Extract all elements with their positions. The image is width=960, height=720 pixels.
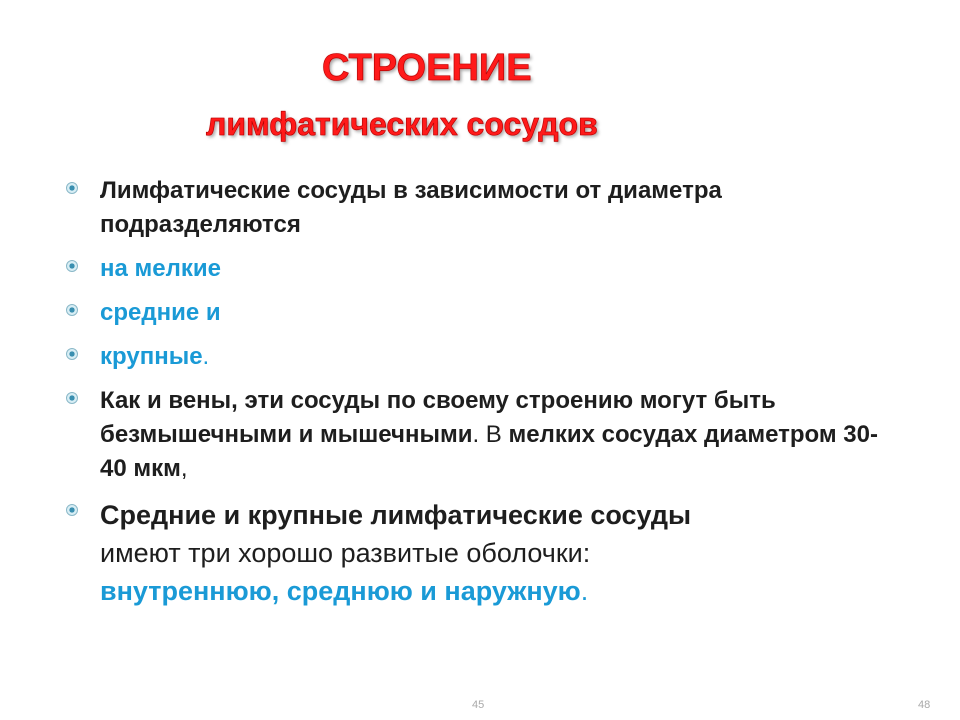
title-line-1: СТРОЕНИЕ bbox=[322, 47, 532, 89]
bullet-text-part: Средние и крупные лимфатические сосуды bbox=[100, 500, 692, 530]
page-number-right: 48 bbox=[918, 699, 931, 711]
bullet-item bbox=[64, 296, 884, 330]
bullet-text: на мелкие bbox=[100, 255, 221, 282]
bullet-circle-icon bbox=[66, 260, 78, 272]
bullet-list bbox=[64, 174, 884, 610]
bullet-text: Лимфатические сосуды в зависимости от диаметра подразделяются bbox=[100, 177, 722, 238]
bullet-circle-icon bbox=[66, 504, 78, 516]
bullet-text-part: . bbox=[580, 576, 589, 606]
bullet-text: крупные bbox=[100, 343, 203, 370]
bullet-suffix: . bbox=[202, 343, 210, 370]
bullet-text-part: внутреннюю, среднюю и наружную bbox=[100, 576, 581, 606]
bullet-circle-icon bbox=[66, 304, 78, 316]
bullet-item bbox=[64, 340, 884, 374]
bullet-circle-icon bbox=[66, 392, 78, 404]
bullet-text-part: , bbox=[180, 455, 188, 482]
page-number-center: 45 bbox=[472, 699, 485, 711]
bullet-text: средние и bbox=[100, 299, 221, 326]
bullet-item bbox=[64, 496, 884, 610]
bullet-text-part: имеют три хорошо развитые оболочки: bbox=[100, 538, 591, 568]
bullet-item bbox=[64, 252, 884, 286]
bullet-text-part: Как и вены, эти сосуды по своему строению могут быть безмышечными и мышечными bbox=[100, 387, 776, 448]
bullet-circle-icon bbox=[66, 348, 78, 360]
bullet-circle-icon bbox=[66, 182, 78, 194]
bullet-item bbox=[64, 384, 884, 486]
bullet-text-part: . В bbox=[472, 421, 502, 448]
bullet-text-part: мелких сосудах диаметром 30-40 мкм bbox=[100, 421, 878, 482]
title-line-2: лимфатических сосудов bbox=[206, 106, 598, 142]
bullet-item bbox=[64, 174, 884, 242]
